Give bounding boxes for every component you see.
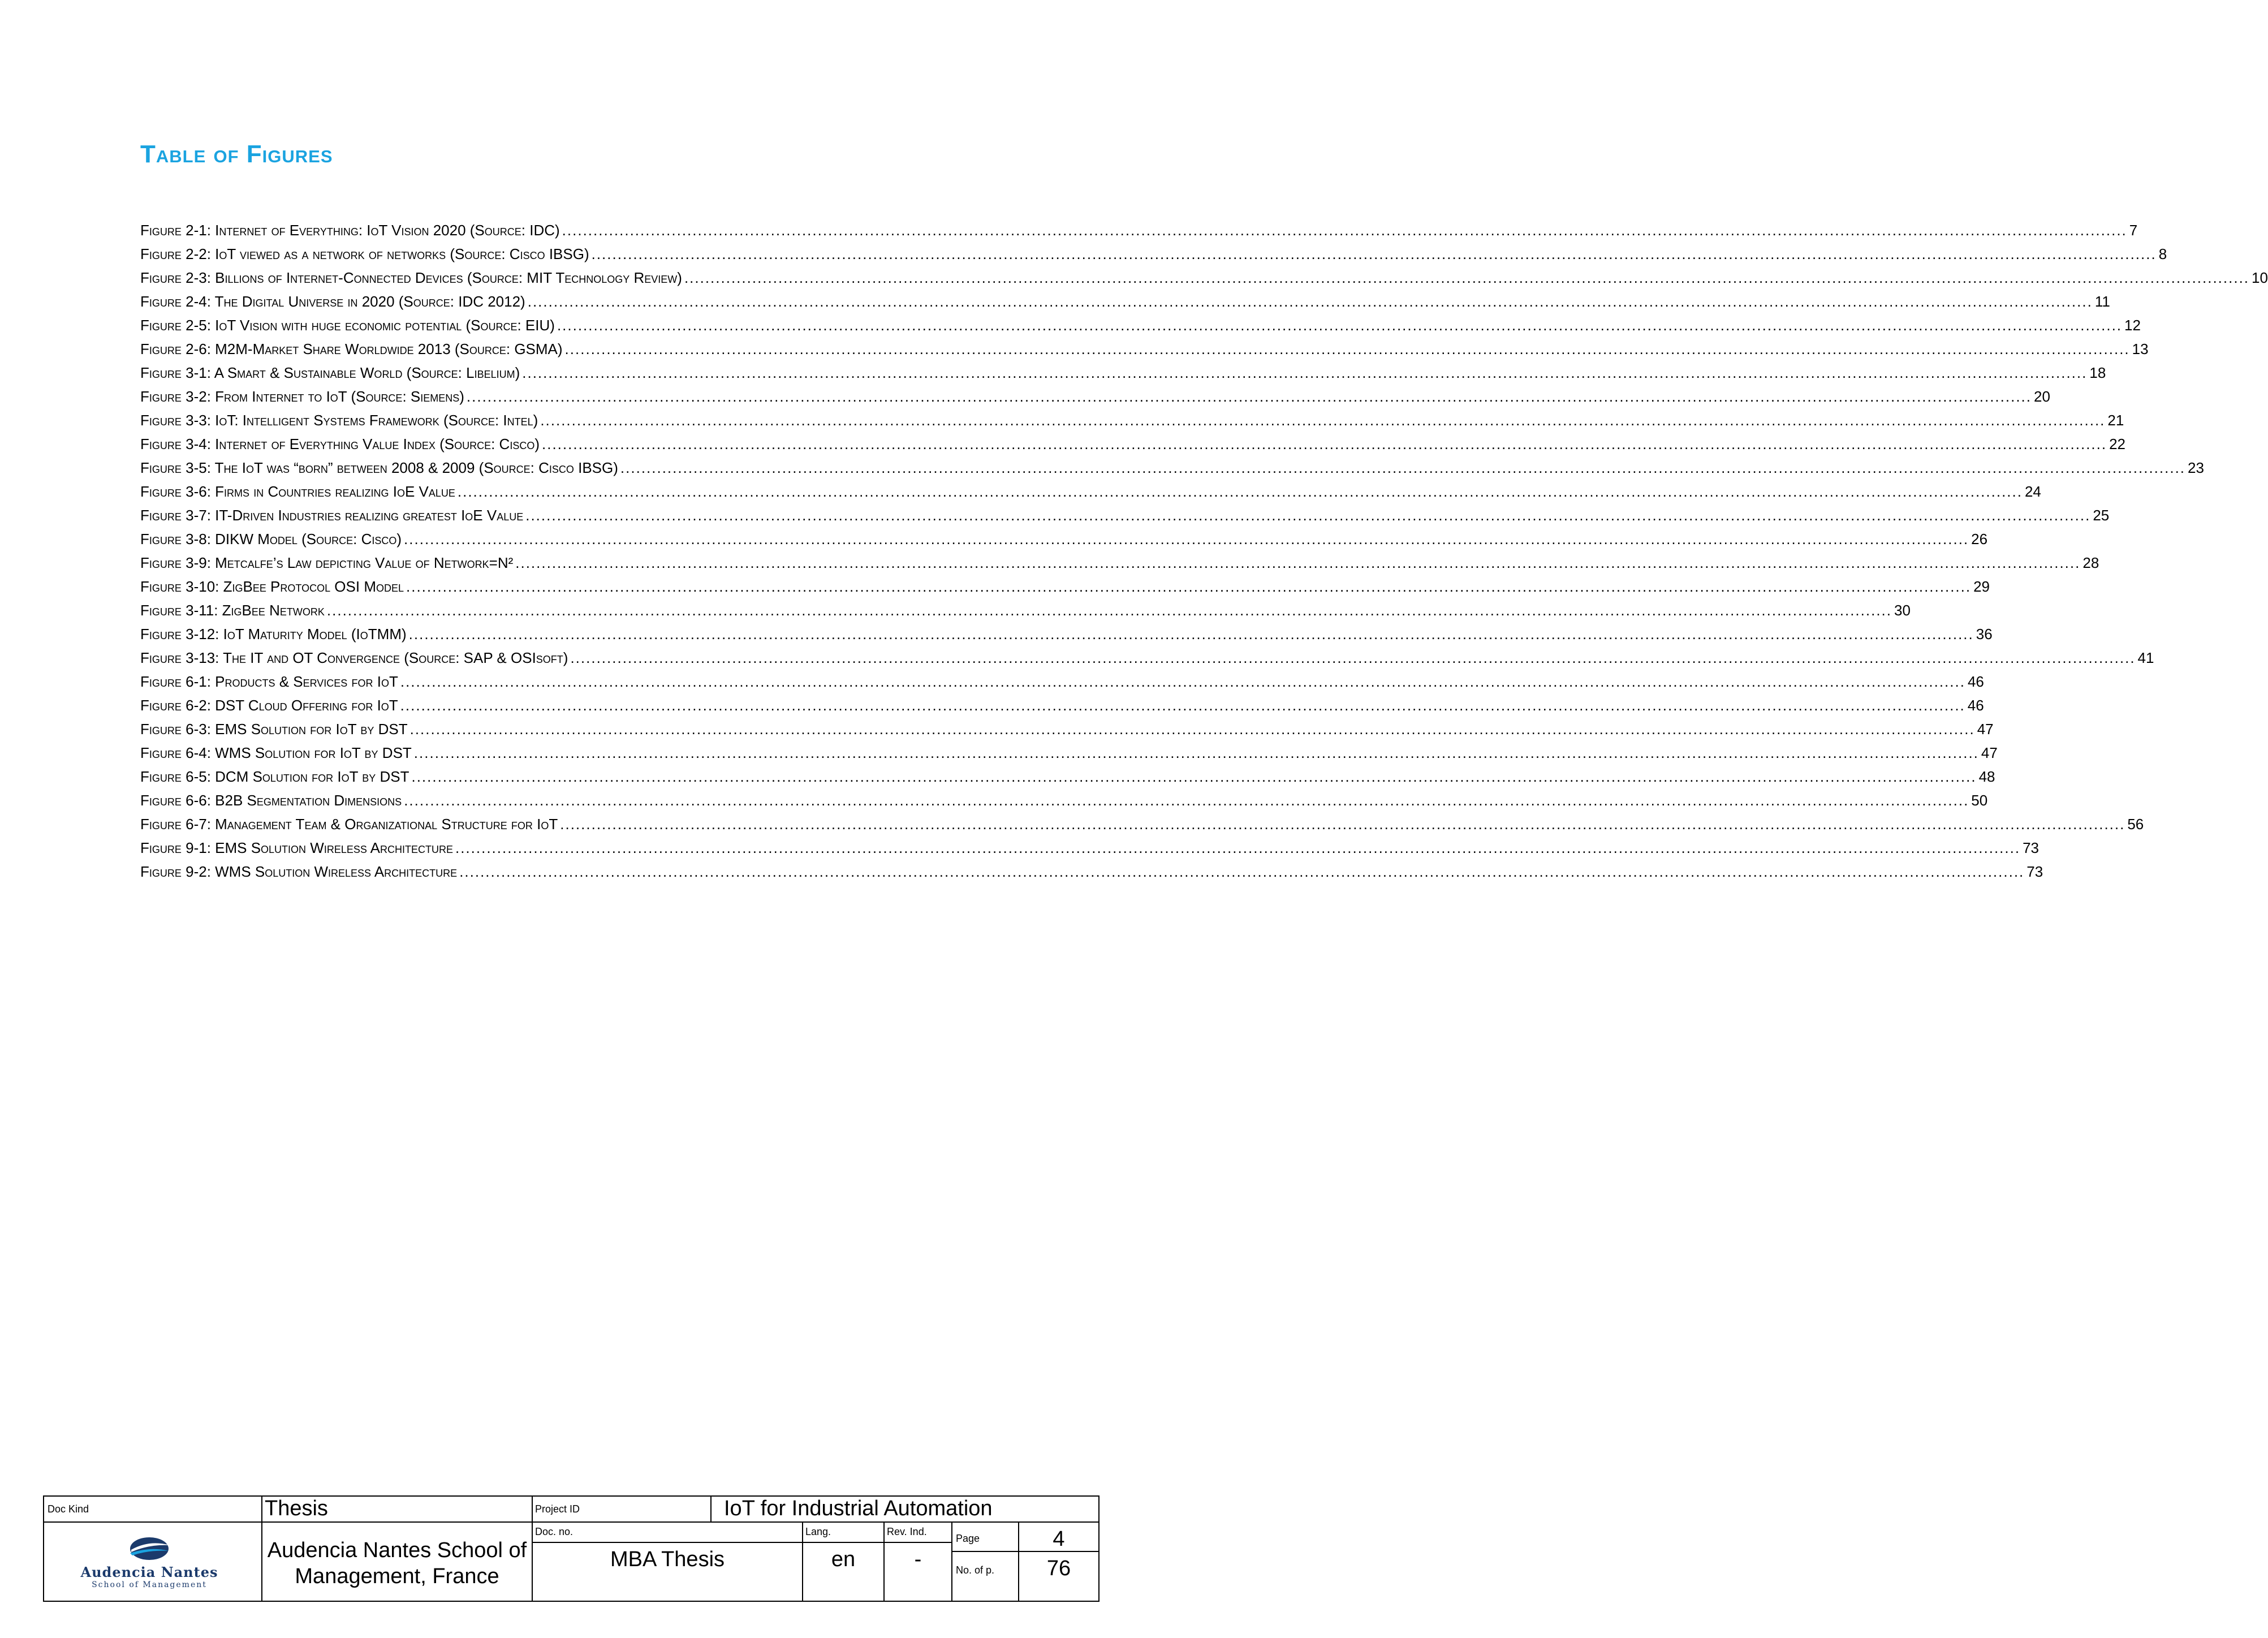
toc-dot-leader: ............................................................................................................................................................................................................................................................................................................ — [684, 269, 2250, 286]
toc-dot-leader: ............................................................................................................................................................................................................................................................................................................ — [404, 792, 1969, 809]
toc-entry[interactable] — [140, 554, 2099, 578]
institution-line-2: Management, France — [295, 1564, 499, 1588]
toc-dot-leader: ............................................................................................................................................................................................................................................................................................................ — [459, 863, 2025, 880]
toc-dot-leader: ............................................................................................................................................................................................................................................................................................................ — [564, 340, 2130, 357]
toc-entry[interactable] — [140, 721, 1994, 744]
toc-entry[interactable] — [140, 863, 2043, 887]
toc-entry-label: Figure 6-7: Management Team & Organizational Structure for IoT — [140, 816, 558, 833]
toc-entry-page: 28 — [2082, 554, 2099, 571]
toc-entry-label: Figure 6-6: B2B Segmentation Dimensions — [140, 792, 402, 809]
toc-entry-label: Figure 3-11: ZigBee Network — [140, 602, 325, 619]
toc-dot-leader: ............................................................................................................................................................................................................................................................................................................ — [408, 626, 1974, 643]
toc-entry-page: 22 — [2109, 436, 2126, 452]
toc-entry-label: Figure 2-2: IoT viewed as a network of networks (Source: Cisco IBSG) — [140, 245, 589, 262]
toc-entry-page: 10 — [2252, 269, 2268, 286]
lang-value: en — [831, 1548, 856, 1571]
toc-entry-label: Figure 2-4: The Digital Universe in 2020 (Source: IDC 2012) — [140, 293, 525, 310]
institution-name — [262, 1537, 532, 1589]
toc-entry-page: 13 — [2132, 340, 2149, 357]
project-id-label: Project ID — [535, 1503, 580, 1515]
toc-entry-label: Figure 6-2: DST Cloud Offering for IoT — [140, 697, 398, 714]
toc-entry[interactable] — [140, 744, 1998, 768]
toc-entry[interactable] — [140, 459, 2204, 483]
rev-value: - — [914, 1548, 922, 1571]
toc-dot-leader: ............................................................................................................................................................................................................................................................................................................ — [562, 222, 2127, 239]
footer-subrow-divider — [532, 1542, 951, 1543]
toc-entry-label: Figure 3-13: The IT and OT Convergence (Source: SAP & OSIsoft) — [140, 649, 568, 666]
institution-line-1: Audencia Nantes School of — [267, 1538, 527, 1562]
toc-entry-page: 46 — [1967, 697, 1984, 714]
table-of-figures — [140, 222, 2268, 887]
toc-dot-leader: ............................................................................................................................................................................................................................................................................................................ — [591, 245, 2157, 262]
toc-entry-label: Figure 3-2: From Internet to IoT (Source: Siemens) — [140, 388, 464, 405]
toc-entry-page: 50 — [1971, 792, 1988, 809]
toc-entry[interactable] — [140, 340, 2149, 364]
toc-dot-leader: ............................................................................................................................................................................................................................................................................................................ — [466, 388, 2032, 405]
toc-dot-leader: ............................................................................................................................................................................................................................................................................................................ — [542, 436, 2107, 452]
doc-kind-value: Thesis — [265, 1497, 328, 1520]
toc-entry-label: Figure 6-5: DCM Solution for IoT by DST — [140, 768, 409, 785]
logo-mark-icon — [121, 1535, 178, 1561]
toc-entry-label: Figure 3-7: IT-Driven Industries realizing greatest IoE Value — [140, 507, 524, 524]
document-footer — [43, 1495, 1099, 1602]
toc-entry[interactable] — [140, 507, 2110, 531]
toc-dot-leader: ............................................................................................................................................................................................................................................................................................................ — [400, 697, 1965, 714]
toc-dot-leader: ............................................................................................................................................................................................................................................................................................................ — [413, 744, 1979, 761]
footer-col-divider — [951, 1521, 952, 1601]
toc-entry[interactable] — [140, 293, 2110, 317]
toc-entry-page: 47 — [1981, 744, 1998, 761]
toc-entry-label: Figure 9-1: EMS Solution Wireless Architecture — [140, 839, 453, 856]
toc-entry-label: Figure 9-2: WMS Solution Wireless Architecture — [140, 863, 458, 880]
toc-entry-page: 24 — [2024, 483, 2041, 500]
toc-entry-page: 29 — [1973, 578, 1990, 595]
page-label: Page — [956, 1533, 980, 1544]
logo-name: Audencia Nantes — [80, 1564, 218, 1580]
toc-entry[interactable] — [140, 816, 2144, 839]
toc-entry[interactable] — [140, 578, 1990, 602]
toc-dot-leader: ............................................................................................................................................................................................................................................................................................................ — [406, 578, 1972, 595]
toc-dot-leader: ............................................................................................................................................................................................................................................................................................................ — [522, 364, 2088, 381]
doc-no-value: MBA Thesis — [610, 1548, 725, 1571]
toc-entry-label: Figure 2-5: IoT Vision with huge economic potential (Source: EIU) — [140, 317, 555, 334]
toc-entry[interactable] — [140, 649, 2154, 673]
toc-dot-leader: ............................................................................................................................................................................................................................................................................................................ — [411, 768, 1977, 785]
toc-entry-label: Figure 6-1: Products & Services for IoT — [140, 673, 398, 690]
project-id-value: IoT for Industrial Automation — [724, 1497, 993, 1520]
toc-entry-page: 11 — [2094, 293, 2110, 310]
toc-dot-leader: ............................................................................................................................................................................................................................................................................................................ — [515, 554, 2081, 571]
toc-entry-label: Figure 3-9: Metcalfe’s Law depicting Value of Network=N² — [140, 554, 514, 571]
toc-entry-page: 21 — [2107, 412, 2124, 429]
logo-subtitle: School of Management — [92, 1580, 207, 1589]
toc-entry-page: 73 — [2023, 839, 2039, 856]
toc-dot-leader: ............................................................................................................................................................................................................................................................................................................ — [404, 531, 1969, 548]
toc-entry-label: Figure 2-1: Internet of Everything: IoT Vision 2020 (Source: IDC) — [140, 222, 560, 239]
toc-entry-page: 20 — [2034, 388, 2050, 405]
toc-entry-label: Figure 3-12: IoT Maturity Model (IoTMM) — [140, 626, 407, 643]
toc-entry[interactable] — [140, 673, 1984, 697]
toc-entry[interactable] — [140, 388, 2050, 412]
toc-entry[interactable] — [140, 436, 2126, 459]
page-title: Table of Figures — [140, 140, 333, 168]
rev-label: Rev. Ind. — [887, 1526, 927, 1537]
toc-dot-leader: ............................................................................................................................................................................................................................................................................................................ — [570, 649, 2136, 666]
footer-col-divider — [710, 1497, 712, 1521]
audencia-logo — [59, 1535, 240, 1592]
toc-entry-page: 18 — [2089, 364, 2106, 381]
toc-entry-label: Figure 2-3: Billions of Internet-Connected Devices (Source: MIT Technology Review) — [140, 269, 682, 286]
toc-dot-leader: ............................................................................................................................................................................................................................................................................................................ — [525, 507, 2091, 524]
toc-entry-page: 7 — [2129, 222, 2138, 239]
toc-dot-leader: ............................................................................................................................................................................................................................................................................................................ — [620, 459, 2186, 476]
toc-entry[interactable] — [140, 483, 2041, 507]
toc-entry-label: Figure 3-10: ZigBee Protocol OSI Model — [140, 578, 404, 595]
toc-entry-label: Figure 3-8: DIKW Model (Source: Cisco) — [140, 531, 402, 548]
lang-label: Lang. — [805, 1526, 831, 1537]
toc-entry-page: 8 — [2158, 245, 2167, 262]
toc-entry[interactable] — [140, 364, 2106, 388]
toc-entry-page: 41 — [2137, 649, 2154, 666]
page-value: 4 — [1053, 1527, 1065, 1551]
toc-dot-leader: ............................................................................................................................................................................................................................................................................................................ — [557, 317, 2123, 334]
toc-entry[interactable] — [140, 269, 2268, 293]
toc-entry-page: 46 — [1967, 673, 1984, 690]
toc-entry-label: Figure 3-6: Firms in Countries realizing IoE Value — [140, 483, 455, 500]
toc-entry[interactable] — [140, 531, 1988, 554]
doc-kind-label: Doc Kind — [48, 1503, 89, 1515]
toc-entry-label: Figure 3-1: A Smart & Sustainable World (Source: Libelium) — [140, 364, 520, 381]
toc-entry[interactable] — [140, 222, 2138, 245]
toc-entry[interactable] — [140, 245, 2167, 269]
toc-entry[interactable] — [140, 412, 2124, 436]
toc-entry-label: Figure 3-4: Internet of Everything Value Index (Source: Cisco) — [140, 436, 540, 452]
toc-entry-page: 25 — [2093, 507, 2110, 524]
toc-entry[interactable] — [140, 317, 2141, 340]
toc-entry-label: Figure 6-3: EMS Solution for IoT by DST — [140, 721, 408, 738]
toc-entry[interactable] — [140, 626, 1993, 649]
toc-entry-page: 26 — [1971, 531, 1988, 548]
toc-entry-page: 47 — [1977, 721, 1994, 738]
toc-dot-leader: ............................................................................................................................................................................................................................................................................................................ — [326, 602, 1892, 619]
toc-entry-page: 30 — [1894, 602, 1911, 619]
toc-dot-leader: ............................................................................................................................................................................................................................................................................................................ — [560, 816, 2125, 833]
toc-entry-page: 23 — [2188, 459, 2204, 476]
toc-dot-leader: ............................................................................................................................................................................................................................................................................................................ — [455, 839, 2021, 856]
toc-dot-leader: ............................................................................................................................................................................................................................................................................................................ — [457, 483, 2023, 500]
num-pages-value: 76 — [1046, 1557, 1071, 1580]
toc-dot-leader: ............................................................................................................................................................................................................................................................................................................ — [527, 293, 2093, 310]
toc-entry-page: 56 — [2127, 816, 2144, 833]
toc-entry-label: Figure 6-4: WMS Solution for IoT by DST — [140, 744, 412, 761]
toc-entry-page: 73 — [2026, 863, 2043, 880]
toc-entry-label: Figure 2-6: M2M-Market Share Worldwide 2013 (Source: GSMA) — [140, 340, 563, 357]
toc-entry[interactable] — [140, 697, 1984, 721]
toc-entry-page: 48 — [1978, 768, 1995, 785]
toc-entry[interactable] — [140, 839, 2039, 863]
doc-no-label: Doc. no. — [535, 1526, 574, 1537]
toc-entry[interactable] — [140, 768, 1995, 792]
toc-dot-leader: ............................................................................................................................................................................................................................................................................................................ — [409, 721, 1975, 738]
toc-entry-page: 12 — [2124, 317, 2141, 334]
toc-entry-label: Figure 3-3: IoT: Intelligent Systems Framework (Source: Intel) — [140, 412, 538, 429]
toc-dot-leader: ............................................................................................................................................................................................................................................................................................................ — [400, 673, 1965, 690]
num-pages-label: No. of p. — [956, 1564, 995, 1576]
toc-dot-leader: ............................................................................................................................................................................................................................................................................................................ — [540, 412, 2106, 429]
toc-entry-page: 36 — [1976, 626, 1993, 643]
toc-entry[interactable] — [140, 602, 1911, 626]
toc-entry[interactable] — [140, 792, 1988, 816]
toc-entry-label: Figure 3-5: The IoT was “born” between 2008 & 2009 (Source: Cisco IBSG) — [140, 459, 618, 476]
footer-row-divider — [44, 1521, 1098, 1523]
